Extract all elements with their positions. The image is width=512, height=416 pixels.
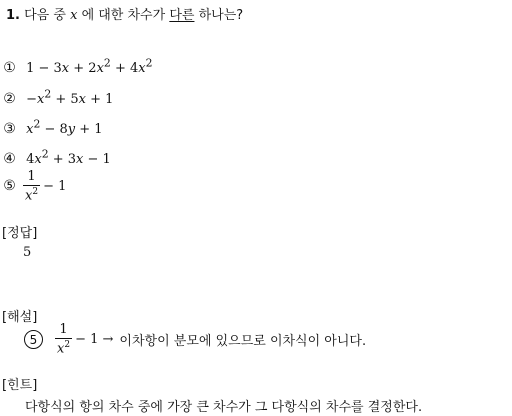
question-number: 1. — [6, 8, 20, 23]
option-4-expression: $4x^2 + 3x - 1$ — [26, 148, 111, 168]
hint-label: [힌트] — [2, 378, 38, 393]
option-3-marker: ③ — [3, 121, 16, 138]
explanation-line — [24, 322, 366, 356]
explanation-numerator: 1 — [59, 322, 68, 337]
explanation-fraction — [55, 322, 72, 356]
explanation-marker: 5 — [24, 330, 43, 349]
explanation-label: [해설] — [2, 310, 38, 325]
option-4-marker: ④ — [3, 151, 16, 168]
option-4 — [2, 148, 111, 167]
hint-text: 다항식의 항의 차수 중에 가장 큰 차수가 그 다항식의 차수를 결정한다. — [25, 400, 423, 415]
option-5-denominator: $x^2$ — [25, 187, 39, 204]
question-text-after: 하나는? — [198, 8, 244, 23]
question-variable: x — [70, 8, 78, 23]
option-5-numerator: 1 — [27, 169, 36, 184]
answer-label: [정답] — [2, 226, 38, 241]
option-1-marker: ① — [3, 60, 16, 77]
question-underlined-word: 다른 — [169, 8, 195, 23]
option-1-expression: $1 - 3x + 2x^2 + 4x^2$ — [26, 57, 153, 77]
question-line — [6, 4, 243, 23]
explanation-text: 이차항이 분모에 있으므로 이차식이 아니다. — [119, 333, 367, 349]
option-5-marker: ⑤ — [3, 177, 16, 194]
option-3 — [2, 118, 103, 137]
question-text-before: 다음 중 — [24, 8, 66, 23]
option-1 — [2, 57, 152, 76]
option-5 — [2, 169, 66, 203]
option-2 — [2, 88, 113, 107]
option-2-marker: ② — [3, 91, 16, 108]
explanation-denominator: $x^2$ — [57, 340, 71, 357]
explanation-tail: − 1 → — [75, 331, 114, 347]
answer-value: 5 — [23, 245, 32, 260]
option-5-fraction — [23, 169, 40, 203]
option-5-tail: − 1 — [43, 178, 67, 194]
question-text-middle: 에 대한 차수가 — [81, 8, 166, 23]
option-2-expression: $-x^2 + 5x + 1$ — [26, 88, 114, 108]
option-3-expression: $x^2 - 8y + 1$ — [26, 118, 103, 138]
